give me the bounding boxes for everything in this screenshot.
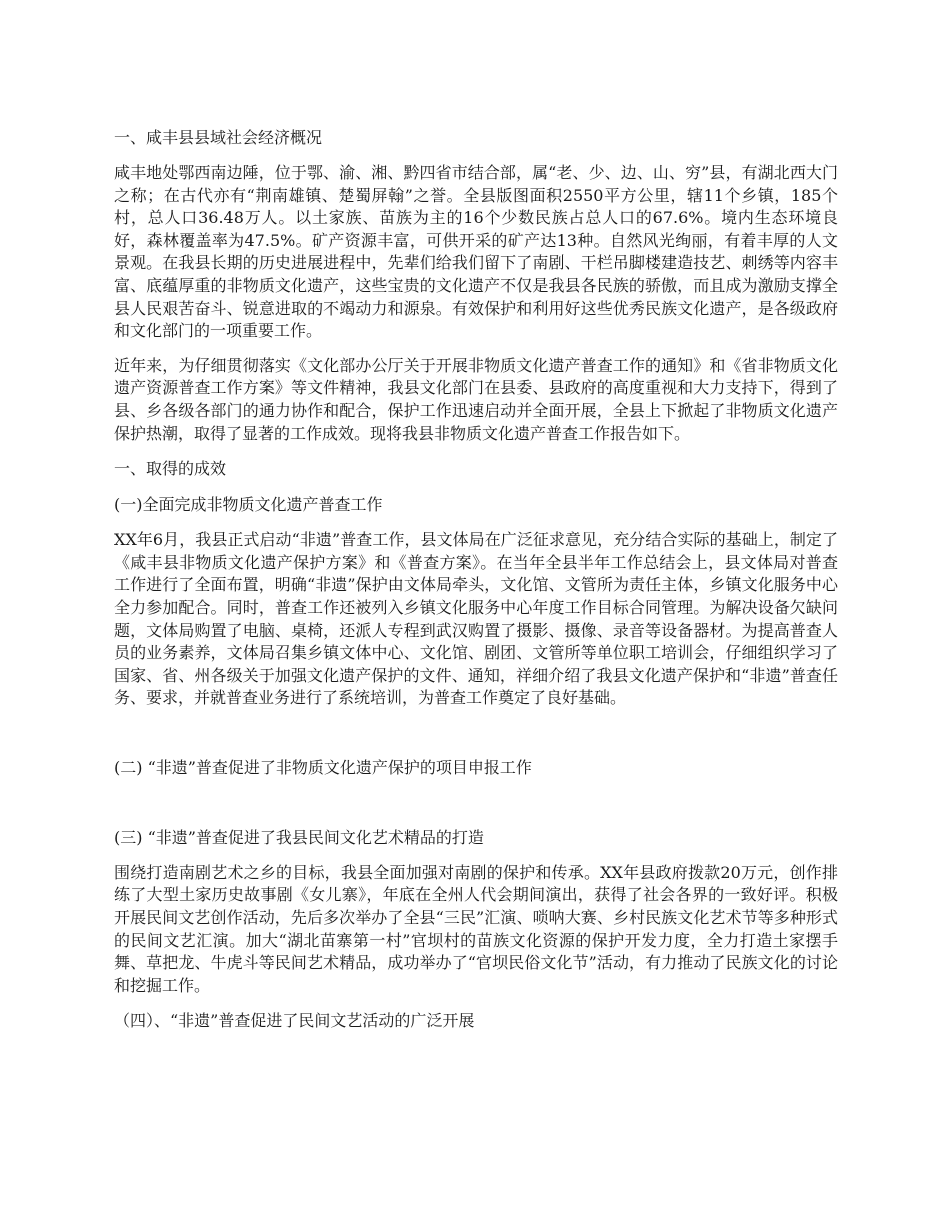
paragraph-county-overview: 咸丰地处鄂西南边陲，位于鄂、渝、湘、黔四省市结合部，属“老、少、边、山、穷”县，有湖北西大门之称；在古代亦有“荆南雄镇、楚蜀屏翰”之誉。全县版图面积2550平方公里，辖11个乡镇，185个村，总人口36.48万人。以土家族、苗族为主的16个少数民族占总人口的67.6%。境内生态环境良好，森林覆盖率为47.5%。矿产资源丰富，可供开采的矿产达13种。自然风光绚丽，有着丰厚的人文景观。在我县长期的历史进展进程中，先辈们给我们留下了南剧、干栏吊脚楼建造技艺、刺绣等内容丰富、底蕴厚重的非物质文化遗产，这些宝贵的文化遗产不仅是我县各民族的骄傲，而且成为激励支撑全县人民艰苦奋斗、锐意进取的不竭动力和源泉。有效保护和利用好这些优秀民族文化遗产，是各级政府和文化部门的一项重要工作。 — [114, 163, 838, 341]
document-page — [114, 126, 838, 1045]
section-heading-overview: 一、咸丰县县域社会经济概况 — [114, 128, 323, 147]
paragraph-introduction: 近年来，为仔细贯彻落实《文化部办公厅关于开展非物质文化遗产普查工作的通知》和《省非物质文化遗产资源普查工作方案》等文件精神，我县文化部门在县委、县政府的高度重视和大力支持下，得到了县、乡各级各部门的通力协作和配合，保护工作迅速启动并全面开展，全县上下掀起了非物质文化遗产保护热潮，取得了显著的工作成效。现将我县非物质文化遗产普查工作报告如下。 — [114, 355, 838, 443]
subheading-art-works: (三) “非遗”普查促进了我县民间文化艺术精品的打造 — [114, 827, 484, 847]
subheading-project-application: (二) “非遗”普查促进了非物质文化遗产保护的项目申报工作 — [114, 757, 532, 777]
subheading-folk-activities: （四）、“非遗”普查促进了民间文艺活动的广泛开展 — [114, 1011, 475, 1031]
paragraph-survey-details: XX年6月，我县正式启动“非遗”普查工作，县文体局在广泛征求意见，充分结合实际的基础上，制定了《咸丰县非物质文化遗产保护方案》和《普查方案》。在当年全县半年工作总结会上，县文体局对普查工作进行了全面布置，明确“非遗”保护由文体局牵头，文化馆、文管所为责任主体，乡镇文化服务中心全力参加配合。同时，普查工作还被列入乡镇文化服务中心年度工作目标合同管理。为解决设备欠缺问题，文体局购置了电脑、桌椅，还派人专程到武汉购置了摄影、摄像、录音等设备器材。为提高普查人员的业务素养，文体局召集乡镇文体中心、文化馆、剧团、文管所等单位职工培训会，仔细组织学习了国家、省、州各级关于加强文化遗产保护的文件、通知，祥细介绍了我县文化遗产保护和“非遗”普查任务、要求，并就普查业务进行了系统培训，为普查工作奠定了良好基础。 — [114, 530, 838, 708]
paragraph-art-works: 围绕打造南剧艺术之乡的目标，我县全面加强对南剧的保护和传承。XX年县政府拨款20万元，创作排练了大型土家历史故事剧《女儿寨》，年底在全州人代会期间演出，获得了社会各界的一致好评。积极开展民间文艺创作活动，先后多次举办了全县“三民”汇演、唢呐大赛、乡村民族文化艺术节等多种形式的民间文艺汇演。加大“湖北苗寨第一村”官坝村的苗族文化资源的保护开发力度，全力打造土家摆手舞、草把龙、牛虎斗等民间艺术精品，成功举办了“官坝民俗文化节”活动，有力推动了民族文化的讨论和挖掘工作。 — [114, 862, 838, 995]
section-heading-achievements: 一、取得的成效 — [114, 459, 227, 479]
subheading-survey-completion: (一)全面完成非物质文化遗产普查工作 — [114, 495, 383, 515]
